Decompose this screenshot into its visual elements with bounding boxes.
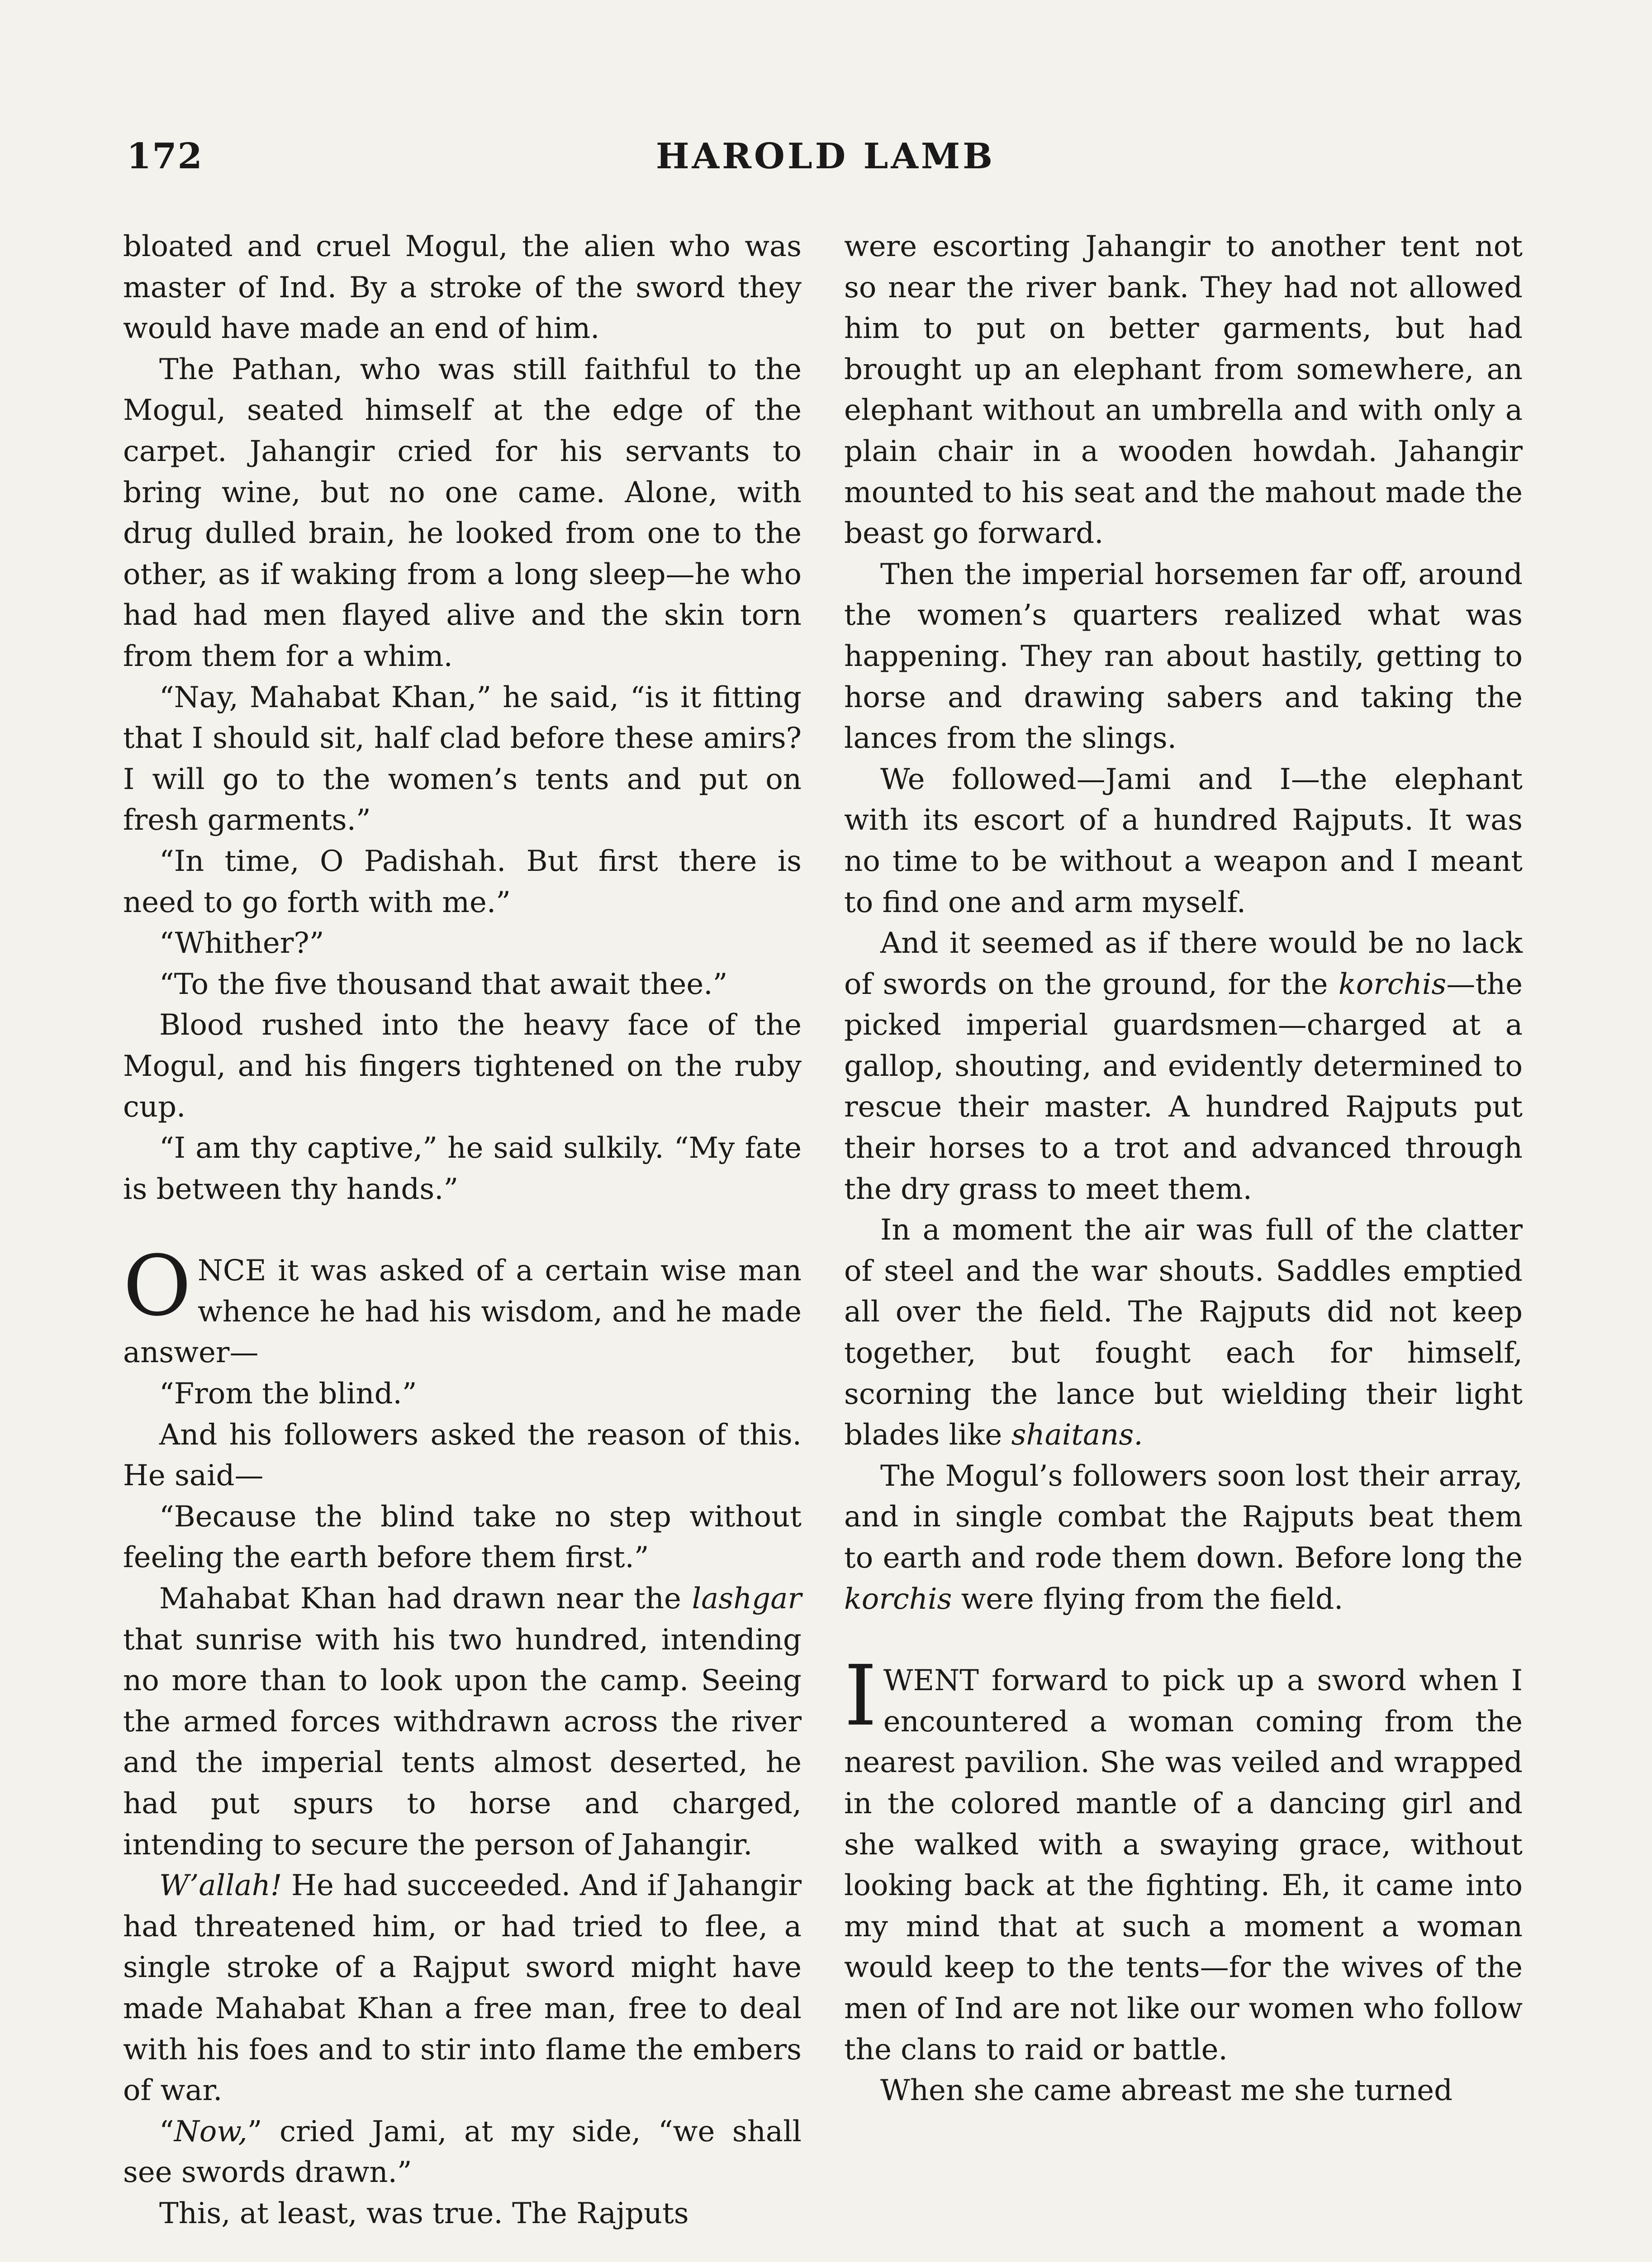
paragraph-text: it was asked of a certain wise man whence he had his wisdom, and he made answer— [123, 1254, 802, 1370]
paragraph: bloated and cruel Mogul, the alien who was master of Ind. By a stroke of the sword they would have made an end of him. [123, 230, 802, 346]
italic-term: W’allah! [159, 1869, 282, 1903]
paragraph: “In time, O Padishah. But first there is need to go forth with me.” [123, 844, 802, 919]
lead-word: NCE [197, 1254, 266, 1288]
paragraph: were escorting Jahangir to another tent not so near the river bank. They had not allowed him to put on better garments, but had brought up an elephant from somewhere, an elephant without an umbrella and with only a plain chair in a wooden howdah. Jahangir mounted to his seat and the mahout made the beast go forward. [844, 230, 1523, 551]
paragraph: We followed—Jami and I—the elephant with its escort of a hundred Rajputs. It was no time to be without a weapon and I meant to find one and arm myself. [844, 762, 1523, 919]
text-run: In a moment the air was full of the clatter of steel and the war shouts. Saddles emptied all over the field. The Rajputs did not keep together, but fought each for himself, scorning the lance but wielding their light blades like [844, 1213, 1523, 1452]
left-column [123, 226, 802, 2234]
text-run: —the picked imperial guardsmen—charged at a gallop, shouting, and evidently determined to rescue their master. A hundred Rajputs put their horses to a trot and advanced through the dry grass to meet them. [844, 967, 1523, 1206]
paragraph: Blood rushed into the heavy face of the Mogul, and his fingers tightened on the ruby cup. [123, 1008, 802, 1124]
italic-term: Now, [174, 2115, 247, 2148]
italic-term: lashgar [692, 1582, 802, 1616]
right-column [844, 226, 1523, 2111]
paragraph: This, at least, was true. The Rajputs [159, 2196, 689, 2230]
page-number: 172 [127, 136, 203, 177]
italic-term: shaitans. [1011, 1418, 1143, 1452]
text-run: Mahabat Khan had drawn near the [159, 1582, 692, 1616]
section-paragraph [844, 1648, 1523, 2070]
drop-cap: O [123, 1238, 191, 1335]
text-run: ” cried Jami, at my side, “we shall see swords drawn.” [123, 2115, 802, 2190]
paragraph-text: forward to pick up a sword when I encountered a woman coming from the nearest pavilion. She was veiled and wrapped in the colored mantle of a dancing girl and she walked with a swaying grace, without looking back at the fighting. Eh, it came into my mind that at such a moment a woman would keep to the tents—for the wives of the men of Ind are not like our women who follow the clans to raid or battle. [844, 1664, 1523, 2067]
paragraph [123, 1578, 802, 1865]
paragraph [844, 1210, 1523, 1456]
text-run: He had succeeded. And if Jahangir had threatened him, or had tried to flee, a single stroke of a Rajput sword might have made Mahabat Khan a free man, free to deal with his foes and to stir into flame the embers of war. [123, 1869, 802, 2108]
paragraph: “From the blind.” [159, 1377, 417, 1411]
page-header [127, 136, 1524, 199]
paragraph [844, 923, 1523, 1210]
paragraph: When she came abreast me she turned [880, 2074, 1453, 2108]
paragraph: “Nay, Mahabat Khan,” he said, “is it fitting that I should sit, half clad before these amirs? I will go to the women’s tents and put on fresh garments.” [123, 680, 802, 837]
italic-term: korchis [844, 1582, 952, 1616]
paragraph: “Because the blind take no step without feeling the earth before them first.” [123, 1500, 802, 1575]
text-run: “ [159, 2115, 174, 2148]
paragraph [844, 1456, 1523, 1620]
drop-cap: I [844, 1648, 877, 1745]
paragraph [123, 2111, 802, 2193]
paragraph [123, 1865, 802, 2111]
paragraph: “Whither?” [159, 927, 324, 960]
text-run: And it seemed as if there would be no lack of swords on the ground, for the [844, 927, 1523, 1001]
running-head: HAROLD LAMB [655, 136, 996, 177]
text-run: were flying from the field. [952, 1582, 1343, 1616]
paragraph: “I am thy captive,” he said sulkily. “My fate is between thy hands.” [123, 1131, 802, 1206]
italic-term: korchis [1338, 967, 1447, 1001]
text-run: that sunrise with his two hundred, intending no more than to look upon the camp. Seeing the armed forces withdrawn across the river and the imperial tents almost deserted, he had put spurs to horse and charged, intending to secure the person of Jahangir. [123, 1623, 802, 1862]
section-paragraph [123, 1238, 802, 1373]
paragraph: “To the five thousand that await thee.” [159, 967, 728, 1001]
paragraph: Then the imperial horsemen far off, around the women’s quarters realized what was happening. They ran about hastily, getting to horse and drawing sabers and taking the lances from the slings. [844, 557, 1523, 756]
lead-word: WENT [883, 1664, 979, 1698]
text-run: The Mogul’s followers soon lost their array, and in single combat the Rajputs beat them to earth and rode them down. Before long the [844, 1459, 1523, 1575]
paragraph: The Pathan, who was still faithful to the Mogul, seated himself at the edge of the carpet. Jahangir cried for his servants to bring wine, but no one came. Alone, with drug dulled brain, he looked from one to the other, as if waking from a long sleep—he who had had men flayed alive and the skin torn from them for a whim. [123, 352, 802, 673]
paragraph: And his followers asked the reason of this. He said— [123, 1418, 802, 1493]
